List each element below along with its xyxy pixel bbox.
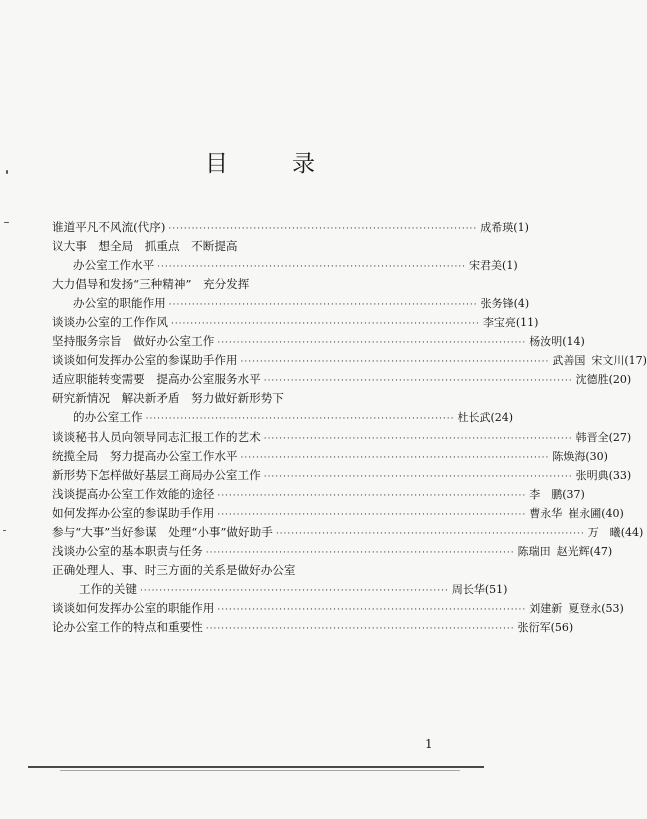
leader-dots: ················································································ [205,623,515,634]
toc-entry-author: 张明典 [575,468,609,482]
toc-entry-title: 研究新情况 解决新矛盾 努力做好新形势下 [52,391,284,406]
toc-entry [52,428,632,447]
toc-entry [52,523,644,542]
toc-entry-title: 谈谈秘书人员向领导同志汇报工作的艺术 [52,429,261,444]
toc-entry [52,237,444,256]
scan-speck [6,170,8,174]
toc-entry [52,599,624,618]
toc-entry [52,408,514,427]
leader-dots: ················································································ [240,357,550,368]
toc-entry [52,542,613,561]
leader-dots: ················································································ [263,376,573,387]
toc-entry-title: 正确处理人、事、时三方面的关系是做好办公室 [52,562,296,577]
toc-entry-title: 浅谈办公室的基本职责与任务 [52,543,203,558]
toc-entry-page: (14) [562,335,585,349]
leader-dots: ················································································ [145,414,455,425]
toc-entry-author: 万 曦 [587,525,621,539]
leader-dots: ················································································ [168,300,478,311]
bottom-rule-secondary [60,770,460,771]
toc-entry-author: 夏登永 [568,601,602,615]
toc-entry [52,332,585,351]
toc-entry-title: 大力倡导和发扬“三种精神” 充分发挥 [52,277,250,292]
toc-entry-page: (44) [620,525,644,539]
toc-entry-page: (27) [608,430,632,444]
toc-entry [52,580,508,599]
toc-entry-title: 谈谈如何发挥办公室的参谋助手作用 [52,353,238,368]
leader-dots: ················································································ [240,452,550,463]
toc-entry-author: 李 鹏 [529,487,563,501]
toc-entry-page: (1) [502,259,518,273]
toc-entry [52,389,444,408]
toc-entry-coauthor: 武善国 [552,354,586,368]
toc-entry-author: 沈德胜 [575,373,609,387]
toc-entry-author: 宋文川 [591,354,625,368]
toc-entry-page: (1) [513,221,529,234]
toc-entry [52,618,574,637]
leader-dots: ················································································ [275,528,585,539]
toc-entry [52,504,624,523]
toc-entry-title: 谁道平凡不风流(代序) [52,220,166,234]
toc-entry-page: (56) [550,620,574,634]
toc-entry-title: 如何发挥办公室的参谋助手作用 [52,505,215,520]
toc-entry [52,275,444,294]
toc-entry-page: (33) [608,468,632,482]
leader-dots: ················································································ [139,585,449,596]
toc-entry-author: 李宝亮 [482,316,516,330]
toc-entry-title: 谈谈如何发挥办公室的职能作用 [52,600,215,615]
toc-entry-author: 陈焕海 [552,449,586,463]
bottom-rule [28,766,484,768]
toc-entry-coauthor: 陈瑞田 [517,544,551,558]
leader-dots: ················································································ [263,471,573,482]
toc-entry-page: (4) [513,297,530,311]
toc-entry-author: 宋君美 [469,259,503,273]
toc-entry-page: (37) [562,487,585,501]
toc-entry-title: 浅谈提高办公室工作效能的途径 [52,486,215,501]
toc-entry-title: 的办公室工作 [73,410,143,425]
toc-entry-author: 张务锋 [480,297,514,311]
toc-entry-title: 适应职能转变需要 提高办公室服务水平 [52,372,261,387]
toc-entry-title: 坚持服务宗旨 做好办公室工作 [52,334,215,349]
toc-entry-page: (24) [490,411,514,425]
leader-dots: ················································································ [170,319,480,330]
toc-entry [52,218,529,237]
toc-entry-page: (11) [515,316,539,330]
toc-entry [52,370,632,389]
toc-entry [52,294,530,313]
toc-entry-author: 崔永圃 [568,506,602,520]
toc-entry-title: 新形势下怎样做好基层工商局办公室工作 [52,467,261,482]
title-char-2: 录 [292,150,315,177]
toc-entry-title: 论办公室工作的特点和重要性 [52,619,203,634]
toc-entry-author: 韩晋全 [575,430,609,444]
toc-entry [52,466,632,485]
toc-entry-title: 办公室的职能作用 [73,296,166,311]
scan-speck [4,222,9,223]
toc-entry [52,313,539,332]
toc-entry-coauthor: 曹永华 [529,506,563,520]
toc-entry-page: (30) [585,449,608,463]
toc-entry-coauthor: 刘建新 [529,601,563,615]
leader-dots: ················································································ [205,547,515,558]
scan-speck [3,530,6,531]
table-of-contents [52,218,647,637]
leader-dots: ················································································ [263,433,573,444]
toc-entry-author: 成希瑛 [480,221,514,234]
toc-entry [52,447,608,466]
toc-entry [52,485,585,504]
toc-entry-page: (20) [608,373,632,387]
toc-entry-page: (47) [589,544,613,558]
page-title [205,146,315,176]
toc-entry-page: (51) [484,582,508,596]
toc-entry-title: 议大事 想全局 抓重点 不断提高 [52,239,238,254]
leader-dots: ················································································ [217,509,527,520]
leader-dots: ················································································ [168,224,478,234]
page-number: 1 [425,737,433,751]
toc-entry [52,256,518,275]
toc-entry [52,351,647,370]
toc-entry-title: 统揽全局 努力提高办公室工作水平 [52,448,238,463]
toc-entry-author: 周长华 [451,582,485,596]
toc-entry-title: 办公室工作水平 [73,258,155,273]
toc-entry-author: 杜长武 [457,411,491,425]
toc-entry-page: (17) [624,354,647,368]
toc-entry-author: 赵光辉 [556,544,590,558]
toc-entry-title: 谈谈办公室的工作作风 [52,315,168,330]
leader-dots: ················································································ [217,490,527,501]
leader-dots: ················································································ [217,338,527,349]
leader-dots: ················································································ [217,604,527,615]
leader-dots: ················································································ [157,262,467,273]
toc-entry [52,561,444,580]
toc-entry-author: 杨汝明 [529,335,563,349]
toc-entry-author: 张衍军 [517,620,551,634]
toc-entry-title: 参与“大事”当好参谋 处理“小事”做好助手 [52,524,273,539]
toc-entry-title: 工作的关键 [79,581,137,596]
toc-entry-page: (53) [601,601,624,615]
toc-entry-page: (40) [601,506,624,520]
title-char-1: 目 [205,150,228,177]
